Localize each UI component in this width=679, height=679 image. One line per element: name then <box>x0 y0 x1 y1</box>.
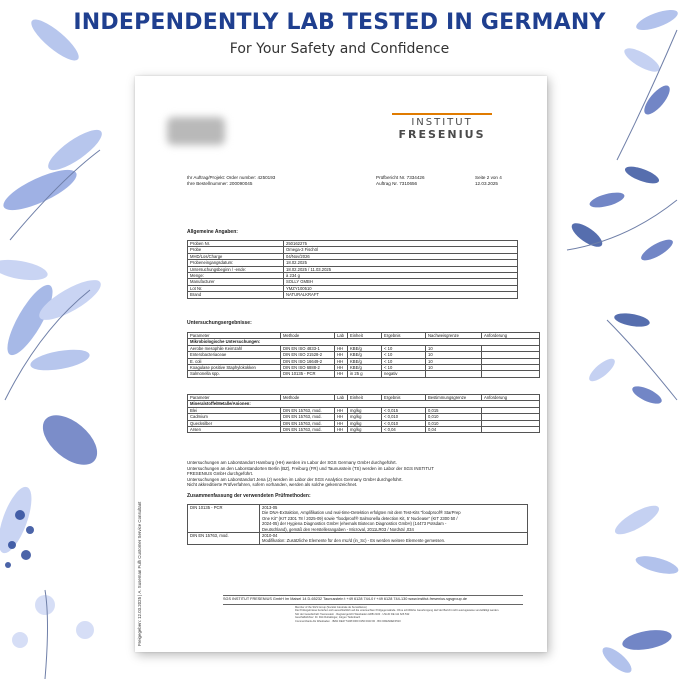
table-cell: DIN EN ISO 6888-2 <box>281 365 335 371</box>
table-cell: 0,015 <box>426 407 482 413</box>
table-cell: mg/kg <box>348 414 382 420</box>
banner-title: INDEPENDENTLY LAB TESTED IN GERMANY <box>73 10 606 35</box>
method-line: 2010-04 <box>262 533 278 539</box>
table-cell: Parameter <box>188 333 281 339</box>
note-line: Untersuchungen an den Laborstandorten Berlin (BZ), Freiburg (FR) und Taunusstein (TS) werden im Labor der SGS INSTITUT <box>187 465 434 471</box>
method-line: One Kit" (KIT 2301 78 / 2025-09) sowie "foodproof® Salmonella detection Kit, 5’ Nuclease" (KIT 2300 50 / <box>262 515 458 521</box>
table-cell: Menge: <box>188 273 284 279</box>
table-cell: HH <box>335 358 348 364</box>
table-cell: Bestimmungsgrenze <box>426 395 482 401</box>
table-cell: Arsen <box>188 427 281 433</box>
header-report-block <box>376 175 425 187</box>
table-cell: 0,010 <box>426 414 482 420</box>
table-cell: Methode <box>281 333 335 339</box>
logo-accent-rule <box>392 113 492 115</box>
table-cell: HH <box>335 414 348 420</box>
table-cell: HH <box>335 352 348 358</box>
lab-report-document <box>135 76 547 652</box>
institut-fresenius-logo <box>392 113 492 141</box>
method-row <box>188 505 528 533</box>
table-cell: Omega-3 Fischöl <box>284 247 518 253</box>
table-cell: Einheit <box>348 333 382 339</box>
table-cell: DIN EN ISO 16649-2 <box>281 358 335 364</box>
metals-section-title: Mineralstoffe/Metalle/Anionen: <box>188 401 540 407</box>
footer-legal-4: Geschäftsführer: Dr. Dirk Ruhaltinger, Jürgen Tiefenbach <box>295 616 361 620</box>
note-line: Untersuchungen am Laborstandort Jena (J) werden im Labor der SGS Analytics Germany GmbH durchgeführt. <box>187 476 403 482</box>
table-cell: HH <box>335 365 348 371</box>
leaf-decoration-right <box>547 0 679 679</box>
table-cell: Anforderung <box>482 333 540 339</box>
table-cell: Methode <box>281 395 335 401</box>
method-name: DIN 10135 - PCR <box>188 505 260 533</box>
table-cell: mg/kg <box>348 407 382 413</box>
table-cell: Probeneingangsdatum: <box>188 260 284 266</box>
table-cell: Enterobacteriaceae <box>188 352 281 358</box>
general-heading: Allgemeine Angaben: <box>187 229 238 235</box>
table-cell: < 0,04 <box>382 427 426 433</box>
table-cell: 10 <box>426 358 482 364</box>
footer-legal-1: Member of the SGS Group (Société Générale de Surveillance) <box>295 606 367 609</box>
table-cell: 10 <box>426 365 482 371</box>
table-cell: Salmonella spp. <box>188 371 281 377</box>
table-cell <box>482 371 540 377</box>
table-cell <box>482 427 540 433</box>
methods-heading: Zusammenfassung der verwendeten Prüfmethoden: <box>187 493 311 499</box>
table-cell: Proben Nr. <box>188 241 284 247</box>
table-cell: DIN EN ISO 21528-2 <box>281 352 335 358</box>
table-cell: SOLLY GMBH <box>284 279 518 285</box>
table-cell: 250162275 <box>284 241 518 247</box>
leaf-decoration-left <box>0 0 135 679</box>
table-cell: 0,010 <box>426 420 482 426</box>
header-job-number: Auftrag Nr. 7310656 <box>376 181 418 186</box>
table-cell: < 0,010 <box>382 414 426 420</box>
table-cell: < 0,015 <box>382 407 426 413</box>
header-page-number: Seite 2 von 4 <box>475 175 502 180</box>
table-cell: DIN EN 15763, mod. <box>281 407 335 413</box>
table-cell: Untersuchungsbeginn / -ende: <box>188 266 284 272</box>
redacted-logo <box>167 117 225 145</box>
header-page-block <box>475 175 502 187</box>
table-cell: E. coli <box>188 358 281 364</box>
micro-result-row <box>188 371 540 377</box>
note-line: Nicht akkreditierte Prüfverfahren, sofern vorhanden, werden als solche gekennzeichnet. <box>187 482 358 488</box>
general-info-table <box>187 240 518 299</box>
table-cell: 18.02.2025 / 11.03.2025 <box>284 266 518 272</box>
table-cell: Nachweisgrenze <box>426 333 482 339</box>
method-line: Modifikation: Zusätzliche Elemente für den mU/d (in_Sc) - Es werden weitere Elemente gemessen. <box>262 538 446 544</box>
lab-location-notes <box>187 460 537 488</box>
table-cell: 10 <box>426 352 482 358</box>
table-cell: à 234 g <box>284 273 518 279</box>
note-line: Untersuchungen am Laborstandort Hamburg (HH) werden im Labor der SGS Germany GmbH durchgeführt. <box>187 460 397 465</box>
header-date: 12.03.2025 <box>475 181 498 186</box>
table-cell: 18.02.2025 <box>284 260 518 266</box>
table-cell: KBE/g <box>348 365 382 371</box>
logo-line-2: FRESENIUS <box>398 128 486 141</box>
table-cell: KBE/g <box>348 345 382 351</box>
table-cell: DIN EN 15763, mod. <box>281 420 335 426</box>
table-cell: Anforderung <box>482 395 540 401</box>
logo-line-1: INSTITUT <box>411 117 473 128</box>
method-line: Deutschland), gemäß den Herstellerangaben - Microval, 2011LR03 / NordVal ,034 <box>262 526 414 532</box>
table-cell: Ergebnis <box>382 395 426 401</box>
general-row <box>188 292 518 298</box>
table-cell: Lot Nr. <box>188 285 284 291</box>
release-signature-note: Freigegeben: 12.03.2025 | A. Suseman Fulh Customer Service Consultant <box>137 501 142 646</box>
table-cell: KBE/g <box>348 352 382 358</box>
table-cell: Blei <box>188 407 281 413</box>
microbiology-table <box>187 332 540 378</box>
footer-divider <box>223 595 523 596</box>
table-cell: Manufacturer <box>188 279 284 285</box>
results-heading: Untersuchungsergebnisse: <box>187 320 252 326</box>
table-cell: Parameter <box>188 395 281 401</box>
table-cell: Probe <box>188 247 284 253</box>
table-cell: Quecksilber <box>188 420 281 426</box>
table-cell: KBE/g <box>348 358 382 364</box>
table-cell: Aerobe mesophile Keimzahl <box>188 345 281 351</box>
header-order-id: Ihre Bestellnummer: 200090045 <box>187 181 253 186</box>
table-cell: 0,04 <box>426 427 482 433</box>
table-cell: 10 <box>426 345 482 351</box>
table-cell: Einheit <box>348 395 382 401</box>
method-line: 2024-05) der Hygiena Diagnostics GmbH (ehemals Biotecon Diagnostics GmbH) (14473 Potsdam - <box>262 521 447 527</box>
table-cell <box>426 371 482 377</box>
table-cell: DIN EN ISO 4833-1 <box>281 345 335 351</box>
table-cell: mg/kg <box>348 420 382 426</box>
table-cell: HH <box>335 420 348 426</box>
table-cell: negativ <box>382 371 426 377</box>
table-cell: < 10 <box>382 345 426 351</box>
table-cell: MHD/Los/Charge <box>188 253 284 259</box>
metal-result-row <box>188 427 540 433</box>
banner-subtitle: For Your Safety and Confidence <box>229 41 450 57</box>
table-cell: Koagulase positive Staphylokokken <box>188 365 281 371</box>
method-description <box>260 505 528 533</box>
table-cell: < 0,010 <box>382 420 426 426</box>
method-name: DIN EN 15763, mod. <box>188 533 260 545</box>
table-cell: in 25 g <box>348 371 382 377</box>
metals-table <box>187 394 540 433</box>
footer-legal-3: Sitz der Gesellschaft: Taunusstein · Registergericht Wiesbaden HRB 2100 · USt-ID DE 111 626 532 <box>295 612 410 616</box>
table-cell: HH <box>335 407 348 413</box>
table-cell: DIN 10135 - PCR <box>281 371 335 377</box>
table-cell: HH <box>335 345 348 351</box>
table-cell: YMZY100510 <box>284 285 518 291</box>
table-cell: Ergebnis <box>382 333 426 339</box>
header-report-number: Prüfbericht Nr. 7334426 <box>376 175 425 180</box>
note-line: FRESENIUS GmbH durchgeführt. <box>187 471 254 477</box>
header-order-block <box>187 175 275 187</box>
table-cell: DIN EN 15763, mod. <box>281 414 335 420</box>
footer-divider-2 <box>223 604 523 605</box>
table-cell: Brand <box>188 292 284 298</box>
table-cell: mg/kg <box>348 427 382 433</box>
method-row <box>188 533 528 545</box>
footer-legal <box>295 606 535 623</box>
footer-legal-2: Die Prüfergebnisse beziehen sich ausschließlich auf die untersuchten Prüfgegenstände. Ohne schriftliche Genehmigung darf der Bericht nicht auszugsweise vervielfältigt werden. <box>295 609 500 613</box>
table-cell: DIN EN 15763, mod. <box>281 427 335 433</box>
footer-legal-5: Commerzbank AG Wiesbaden · IBAN DE27 5108 0060 0150 0043 00 · BIC DRESDEFF510 <box>295 619 401 623</box>
method-description <box>260 533 528 545</box>
table-cell: 04/Nov/2026 <box>284 253 518 259</box>
table-cell: Lab <box>335 333 348 339</box>
header-order-number: Ihr Auftrag/Projekt: Order number: 4250193 <box>187 175 276 180</box>
method-line: 2013-05 <box>262 505 278 510</box>
table-cell: Cadmium <box>188 414 281 420</box>
table-cell: HH <box>335 371 348 377</box>
table-cell: < 10 <box>382 358 426 364</box>
table-cell: HH <box>335 427 348 433</box>
footer-contact: SGS INSTITUT FRESENIUS GmbH Im Maisel 14 D-65232 Taunusstein t +49 6128 744-0 f +49 6128 744-130 www.institut-fresenius.sgsgroup.de <box>223 597 468 601</box>
table-cell: < 10 <box>382 352 426 358</box>
table-cell: Lab <box>335 395 348 401</box>
table-cell: NATURALKRAFT <box>284 292 518 298</box>
micro-section-title: Mikrobiologische Untersuchungen: <box>188 339 540 345</box>
table-cell: < 10 <box>382 365 426 371</box>
methods-table <box>187 504 528 545</box>
method-line: Die DNA-Extraktion, Amplifikation und real-time-Detektion erfolgten mit dem Test-Kits "foodproof® StarPrep <box>262 510 461 516</box>
